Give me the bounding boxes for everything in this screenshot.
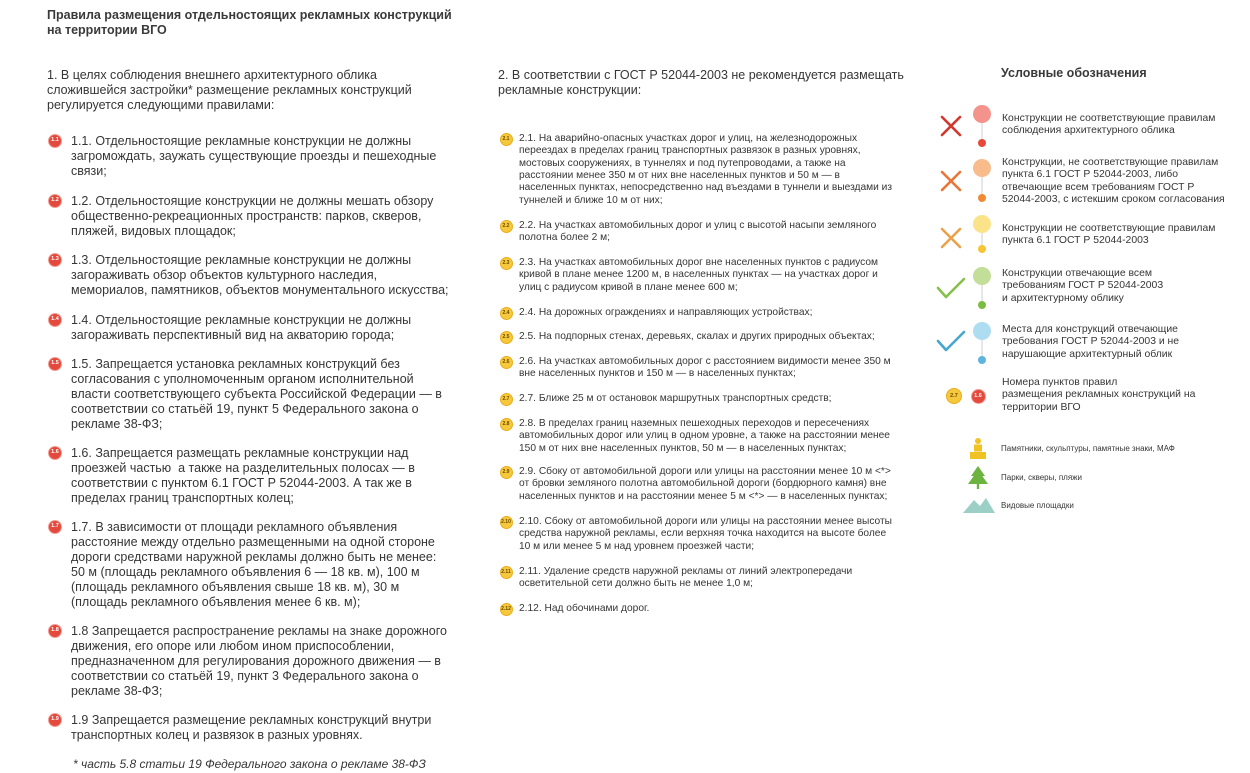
monument-icon [970,438,986,459]
rule-number-badge: 2.3 [500,257,513,270]
legend-item-orange [1002,157,1225,207]
rule-text-line: транспортных колец и развязок в разных уровнях. [71,727,363,742]
rule-text-line: загораживать обзор объектов культурного наследия, [71,267,378,282]
rule-text-line: 1.6. Запрещается размещать рекламные конструкции над [71,445,409,460]
rule-text-line: согласования с уполномоченным органом исполнительной [71,371,414,386]
rule-text-line: 2.11. Удаление средств наружной рекламы от линий электропередачи [519,565,853,577]
rule-text-line: 1.5. Запрещается установка рекламных конструкций без [71,356,400,371]
rule-text-line: туннелей и ближе 10 м от них; [519,194,663,206]
rule-number-badge: 2.11 [500,566,513,579]
rule-number-badge: 1.3 [48,253,62,267]
rule-text-line: кривой в плане менее 1200 м, в населенных пунктах — на участках дорог и [519,269,878,281]
rule-text-line: 1.1. Отдельностоящие рекламные конструкции не должны [71,133,412,148]
red-cross-icon [942,117,960,135]
legend-text-line: Конструкции не соответствующие правилам [1002,112,1216,124]
legend-item-green [1002,268,1163,306]
blue-check-icon [938,332,964,350]
rule-text-line: 50 м (площадь рекламного объявления 6 — 18 кв. м), 100 м [71,564,420,579]
rule-text-line: средства наружной рекламы, если верхняя точка находится на высоте более [519,528,887,540]
rule-text-line: 150 м от них вне населенных пунктов, 50 м — в населенных пунктах; [519,442,847,454]
mountain-icon [963,498,995,513]
legend-text-line: Конструкции не соответствующие правилам [1002,222,1216,234]
intro-line: сложившейся застройки* размещение рекламных конструкций [47,82,412,97]
rule-text-line: связи; [71,163,107,178]
intro-line: рекламные конструкции: [498,82,642,97]
rule-number-badge: 2.2 [500,220,513,233]
rule-number-badge: 2.7 [500,393,513,406]
orange-cross-icon [942,172,960,190]
rule-number-badge: 2.6 [500,356,513,369]
rule-text-line: загораживать перспективный вид на акваторию города; [71,327,395,342]
legend-text-line: соблюдения архитектурного облика [1002,125,1175,137]
rule-text-line: 1.4. Отдельностоящие рекламные конструкции не должны [71,312,412,327]
rule-text-line: улиц с радиусом кривой в плане менее 600 м; [519,281,738,293]
intro-line: регулируется следующими правилами: [47,97,275,112]
rule-number-badge: 2.1 [500,133,513,146]
legend-text-line: пункта 6.1 ГОСТ Р 52044-2003, либо [1002,169,1179,181]
rule-text-line: 2.10. Сбоку от автомобильной дороги или улицы на расстоянии менее высоты [519,515,892,527]
legend-text-line: требования ГОСТ Р 52044-2003 и не [1002,336,1180,348]
rule-number-badge: 1.6 [48,446,62,460]
legend-badge-yellow: 2.7 [946,388,962,404]
rule-text-line: 1.8 Запрещается распространение рекламы на знаке дорожного [71,623,447,638]
rule-text-line: рекламе 38-ФЗ; [71,416,163,431]
rule-text-line: мемориалов, памятников, объектов монументального искусства; [71,282,449,297]
rule-number-badge: 1.2 [48,194,62,208]
rule-text-line: предназначенном для регулирования дорожного движения — в [71,653,441,668]
rule-text-line: 2.8. В пределах границ наземных пешеходных переходов и пересечениях [519,417,870,429]
rule-number-badge: 1.8 [48,624,62,638]
footnote: * часть 5.8 статьи 19 Федерального закона о рекламе 38-ФЗ [73,757,426,771]
rule-text-line: дороги средствами наружной рекламы должно быть не менее: [71,549,437,564]
legend-text-line: Места для конструкций отвечающие [1002,323,1178,335]
rule-text-line: населенных пунктов и на расстоянии менее 5 м <*> — в населенных пунктах; [519,490,888,502]
rule-number-badge: 2.8 [500,418,513,431]
rule-text-line: переездах в пределах границ транспортных развязок в разных уровнях, [519,145,861,157]
rule-text-line: от бровки земляного полотна автомобильной дороги (бордюрного камня) вне [519,478,887,490]
legend-item-blue [1002,324,1179,362]
legend-text-line: 52044-2003, с истекшим сроком согласования [1002,194,1225,206]
legend-text-line: нарушающие архитектурный облик [1002,348,1173,360]
legend-text-line: территории ВГО [1002,401,1081,413]
rule-number-badge: 2.10 [500,516,513,529]
legend-label-monuments: Памятники, скульптуры, памятные знаки, МАФ [1001,444,1175,453]
rule-text-line: 1.7. В зависимости от площади рекламного объявления [71,519,398,534]
rule-text-line: 2.9. Сбоку от автомобильной дороги или улицы на расстоянии менее 10 м <*> [519,465,891,477]
intro-line: 2. В соответствии с ГОСТ Р 52044-2003 не рекомендуется размещать [498,67,904,82]
legend-text-line: размещения рекламных конструкций на [1002,389,1196,401]
intro-line: 1. В целях соблюдения внешнего архитектурного облика [47,67,377,82]
legend-title: Условные обозначения [1001,65,1147,80]
rule-text-line: проезжей частью а также на разделительных полосах — в [71,460,415,475]
rule-text-line: движения, его опоре или любом ином приспособлении, [71,638,395,653]
rule-text-line: загромождать, заужать существующие проезды и пешеходные [71,148,437,163]
rule-number-badge: 2.5 [500,331,513,344]
rule-text-line: мостовых сооружениях, в туннелях и под путепроводами, а также на [519,157,846,169]
rule-text-line: (площадь рекламного объявления свыше 18 кв. м), 30 м [71,579,400,594]
rule-text-line: пределах границ транспортных колец; [71,490,294,505]
rule-number-badge: 1.9 [48,713,62,727]
legend-text-line: Номера пунктов правил [1002,376,1118,388]
rule-number-badge: 2.12 [500,603,513,616]
rule-text-line: вне населенных пунктов и 150 м — в населенных пунктах; [519,368,796,380]
legend-badge-red: 1.6 [971,389,986,404]
rule-text-line: пляжей, видовых площадок; [71,223,236,238]
rule-text-line: осветительной сети должно быть не менее 1,0 м; [519,578,753,590]
rule-text-line: автомобильных дорог или улиц в одном уровне, а также на расстоянии менее [519,430,890,442]
orange-balloon-icon [973,159,991,202]
legend-text-line: отвечающие всем требованиям ГОСТ Р [1002,181,1195,193]
rule-text-line: расстояние между отдельно размещенными на одной стороне [71,534,435,549]
rule-number-badge: 1.4 [48,313,62,327]
rule-text-line: 2.5. На подпорных стенах, деревьях, скалах и других природных объектах; [519,330,875,342]
red-balloon-icon [973,105,991,147]
rule-text-line: 2.6. На участках автомобильных дорог с расстоянием видимости менее 350 м [519,355,891,367]
legend-item-red [1002,113,1215,138]
legend-label-viewpoints: Видовые площадки [1001,501,1074,510]
legend-item-yellow [1002,223,1215,248]
legend-text-line: Конструкции отвечающие всем [1002,267,1153,279]
blue-balloon-icon [973,322,991,364]
rule-text-line: общественно-рекреационных пространств: парков, скверов, [71,208,422,223]
rule-text-line: 1.3. Отдельностоящие рекламные конструкции не должны [71,252,412,267]
rule-text-line: 2.7. Ближе 25 м от остановок маршрутных транспортных средств; [519,392,832,404]
legend-item-numbers [1002,377,1195,415]
legend-text-line: и архитектурному облику [1002,292,1124,304]
rule-text-line: расстоянии менее 350 м от них вне населенных пунктов и 50 м — в [519,170,840,182]
legend-label-parks: Парки, скверы, пляжи [1001,473,1082,482]
rule-text-line: рекламе 38-ФЗ; [71,683,163,698]
page-title-line: Правила размещения отдельностоящих рекламных конструкций [47,7,452,22]
rule-text-line: 2.2. На участках автомобильных дорог и улиц с высотой насыпи земляного [519,219,877,231]
rule-text-line: соответствии со статьёй 19, пункт 3 Федерального закона о [71,668,419,683]
rule-text-line: (площадь рекламного объявления менее 6 кв. м); [71,594,361,609]
legend-text-line: пункта 6.1 ГОСТ Р 52044-2003 [1002,235,1149,247]
rule-text-line: 1.9 Запрещается размещение рекламных конструкций внутри [71,712,432,727]
rule-number-badge: 2.9 [500,466,513,479]
rule-text-line: 2.3. На участках автомобильных дорог вне населенных пунктов с радиусом [519,256,879,268]
yellow-balloon-icon [973,215,991,253]
tree-icon [968,466,988,489]
rule-text-line: населенных пунктах, непосредственно над въездами в туннели и выездами из [519,182,893,194]
page-title-line: на территории ВГО [47,22,167,37]
rule-text-line: соответствии с пунктом 6.1 ГОСТ Р 52044-2003. А так же в [71,475,412,490]
legend-text-line: требованиям ГОСТ Р 52044-2003 [1002,280,1164,292]
rule-text-line: полотна более 2 м; [519,232,610,244]
rule-text-line: 2.1. На аварийно-опасных участках дорог и улиц, на железнодорожных [519,132,858,144]
legend-text-line: Конструкции, не соответствующие правилам [1002,156,1219,168]
rule-text-line: 10 м или менее 5 м над уровнем проезжей части; [519,540,755,552]
rule-text-line: 2.4. На дорожных ограждениях и направляющих устройствах; [519,306,813,318]
rule-text-line: 1.2. Отдельностоящие конструкции не должны мешать обзору [71,193,434,208]
green-balloon-icon [973,267,991,309]
rule-text-line: 2.12. Над обочинами дорог. [519,602,650,614]
rule-number-badge: 1.7 [48,520,62,534]
green-check-icon [938,279,964,297]
rule-number-badge: 1.1 [48,134,62,148]
rule-number-badge: 1.5 [48,357,62,371]
rule-text-line: власти соответствующего субъекта Российской Федерации — в [71,386,442,401]
rule-text-line: соответствии со статьёй 19, пункт 5 Федерального закона о [71,401,419,416]
light-orange-cross-icon [942,229,960,247]
rule-number-badge: 2.4 [500,307,513,320]
